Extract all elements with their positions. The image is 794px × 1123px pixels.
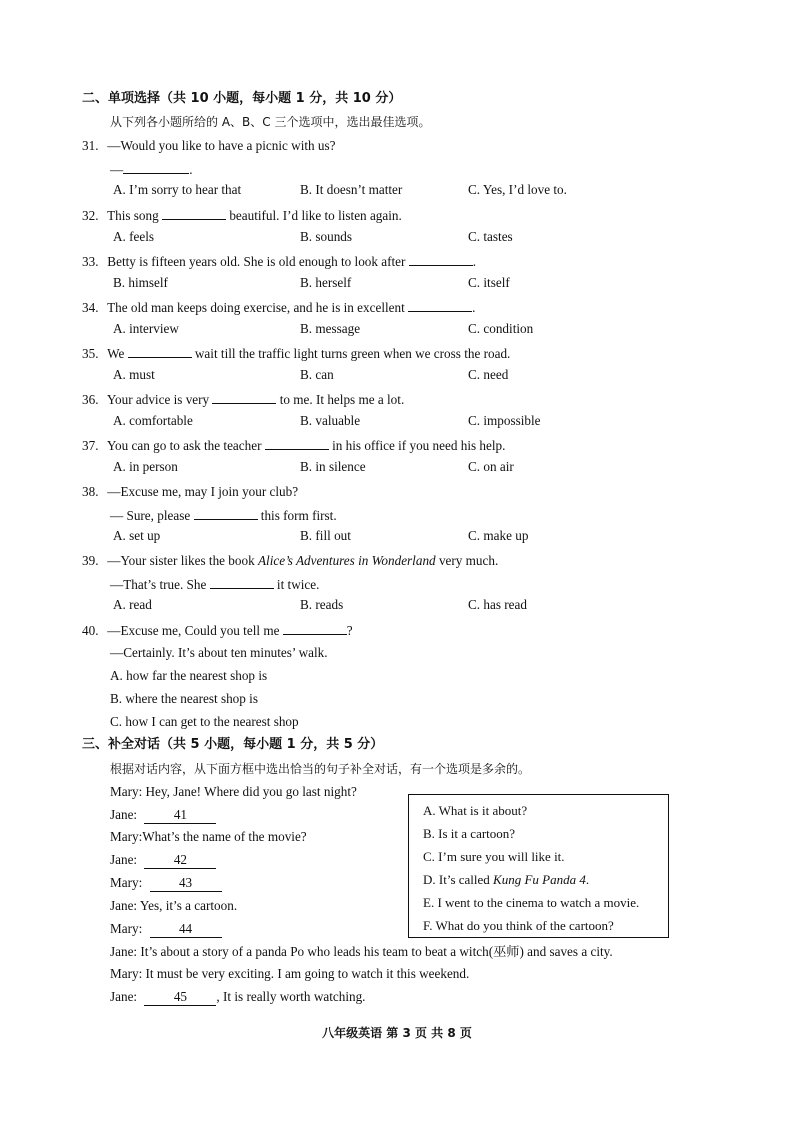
question-text-end: to me. It helps me a lot. (279, 392, 405, 407)
options-box (408, 794, 669, 938)
option-c: C. Yes, I’d love to. (468, 182, 567, 197)
page-footer: 八年级英语 第 3 页 共 8 页 (322, 1026, 472, 1040)
response-text: — Sure, please (110, 508, 191, 523)
dialogue-text: It’s about a story of a panda Po who leads his team to beat a witch(巫师) and saves a city. (140, 944, 613, 959)
question-32 (82, 207, 402, 224)
question-38 (82, 484, 298, 500)
question-33 (82, 253, 476, 270)
answer-blank-42: 42 (144, 852, 216, 869)
speaker: Jane: (110, 807, 138, 822)
response-text-end: this form first. (260, 508, 337, 523)
section2-title: 二、单项选择（共 10 小题，每小题 1 分，共 10 分） (82, 91, 402, 106)
option-c: C. on air (468, 459, 514, 474)
answer-blank (212, 391, 276, 404)
question-35 (82, 345, 510, 362)
question-number: 33. (82, 254, 99, 269)
box-option-d-tail: . (585, 872, 590, 887)
answer-blank-43: 43 (150, 875, 222, 892)
question-text: You can go to ask the teacher (106, 438, 262, 453)
dialogue-text: Yes, it’s a cartoon. (139, 898, 238, 913)
speaker: Jane: (110, 898, 138, 913)
question-text-end: . (472, 254, 477, 269)
answer-blank (283, 622, 347, 635)
question-number: 37. (82, 438, 99, 453)
option-b: B. valuable (300, 413, 361, 428)
option-b: B. in silence (300, 459, 366, 474)
question-text: —Excuse me, may I join your club? (107, 484, 299, 499)
box-option-c: C. I’m sure you will like it. (423, 849, 565, 864)
question-40-response: —Certainly. It’s about ten minutes’ walk. (110, 645, 328, 660)
question-text-end: ? (346, 623, 353, 638)
question-34 (82, 299, 475, 316)
option-b: B. sounds (300, 229, 353, 244)
dialogue-line (110, 784, 357, 800)
option-a: A. read (113, 597, 152, 612)
section3-instruction: 根据对话内容，从下面方框中选出恰当的句子补全对话，有一个选项是多余的。 (110, 762, 531, 776)
box-option-d-text: D. It’s called (423, 872, 494, 887)
dialogue-text: Hey, Jane! Where did you go last night? (145, 784, 357, 799)
option-c: C. impossible (468, 413, 541, 428)
dialogue-line (110, 875, 222, 892)
question-39 (82, 553, 498, 569)
dialogue-line (110, 898, 237, 914)
question-text: We (107, 346, 125, 361)
option-c: C. how I can get to the nearest shop (110, 714, 299, 729)
speaker: Jane: (110, 852, 138, 867)
speaker: Jane: (110, 944, 138, 959)
question-text-end: wait till the traffic light turns green when we cross the road. (194, 346, 511, 361)
option-b: B. reads (300, 597, 344, 612)
speaker: Mary: (110, 921, 143, 936)
question-40 (82, 622, 353, 639)
movie-title: Kung Fu Panda 4 (493, 872, 586, 887)
option-a: A. how far the nearest shop is (110, 668, 268, 683)
option-c: C. make up (468, 528, 529, 543)
answer-blank (123, 161, 189, 174)
speaker: Mary: (110, 966, 143, 981)
question-number: 40. (82, 623, 99, 638)
question-31 (82, 138, 336, 154)
question-number: 32. (82, 208, 99, 223)
dialogue-text: What’s the name of the movie? (142, 829, 307, 844)
box-option-b: B. Is it a cartoon? (423, 826, 516, 841)
answer-blank (265, 437, 329, 450)
response-text: —That’s true. She (110, 577, 207, 592)
dialogue-line (110, 807, 216, 824)
option-a: A. interview (113, 321, 179, 336)
question-39-response (110, 576, 319, 593)
option-c: C. has read (468, 597, 527, 612)
question-text-end: . (472, 300, 476, 315)
question-38-response (110, 507, 337, 524)
option-b: B. herself (300, 275, 352, 290)
option-a: A. I’m sorry to hear that (113, 182, 242, 197)
section3-title: 三、补全对话（共 5 小题，每小题 1 分，共 5 分） (82, 737, 384, 752)
answer-blank-41: 41 (144, 807, 216, 824)
box-option-d (423, 872, 589, 888)
option-a: A. comfortable (113, 413, 193, 428)
option-b: B. fill out (300, 528, 351, 543)
question-text: Your advice is very (106, 392, 210, 407)
option-b: B. message (300, 321, 361, 336)
question-text-end: very much. (438, 553, 499, 568)
dash: — (110, 162, 124, 177)
option-c: C. tastes (468, 229, 513, 244)
speaker: Mary: (110, 875, 143, 890)
dialogue-line (110, 921, 222, 938)
dialogue-line (110, 966, 469, 982)
option-a: A. feels (113, 229, 155, 244)
option-b: B. where the nearest shop is (110, 691, 258, 706)
question-number: 38. (82, 484, 99, 499)
dialogue-line (110, 852, 216, 869)
speaker: Jane: (110, 989, 138, 1004)
option-b: B. It doesn’t matter (300, 182, 403, 197)
answer-blank-45: 45 (144, 989, 216, 1006)
question-text: Betty is fifteen years old. She is old enough to look after (107, 254, 406, 269)
answer-blank (128, 345, 192, 358)
speaker: Mary: (110, 829, 143, 844)
box-option-f: F. What do you think of the cartoon? (423, 918, 614, 933)
question-text-end: beautiful. I’d like to listen again. (229, 208, 402, 223)
question-number: 36. (82, 392, 99, 407)
option-a: A. must (113, 367, 155, 382)
speaker: Mary: (110, 784, 143, 799)
option-b: B. can (300, 367, 334, 382)
option-a: A. set up (113, 528, 161, 543)
answer-blank (210, 576, 274, 589)
option-a: A. in person (113, 459, 178, 474)
option-c: C. condition (468, 321, 534, 336)
answer-blank (408, 299, 472, 312)
answer-blank (409, 253, 473, 266)
question-number: 34. (82, 300, 99, 315)
option-c: C. itself (468, 275, 510, 290)
answer-blank (194, 507, 258, 520)
option-c: C. need (468, 367, 509, 382)
question-text-end: in his office if you need his help. (332, 438, 506, 453)
book-title: Alice’s Adventures in Wonderland (257, 553, 436, 568)
question-text: The old man keeps doing exercise, and he is in excellent (107, 300, 405, 315)
dialogue-line (110, 829, 307, 845)
response-text-end: it twice. (276, 577, 320, 592)
dialogue-line (110, 989, 365, 1006)
question-number: 39. (82, 553, 99, 568)
question-number: 31. (82, 138, 99, 153)
dialogue-line (110, 944, 613, 960)
period: . (189, 162, 193, 177)
question-number: 35. (82, 346, 99, 361)
question-31-response (110, 161, 192, 178)
answer-blank-44: 44 (150, 921, 222, 938)
box-option-e: E. I went to the cinema to watch a movie. (423, 895, 640, 910)
dialogue-text: , It is really worth watching. (216, 989, 366, 1004)
question-text: —Excuse me, Could you tell me (107, 623, 280, 638)
box-option-a: A. What is it about? (423, 803, 528, 818)
question-text: —Would you like to have a picnic with us? (107, 138, 336, 153)
question-36 (82, 391, 404, 408)
section2-instruction: 从下列各小题所给的 A、B、C 三个选项中，选出最佳选项。 (110, 115, 431, 129)
question-37 (82, 437, 505, 454)
question-text: This song (107, 208, 159, 223)
dialogue-text: It must be very exciting. I am going to watch it this weekend. (145, 966, 470, 981)
answer-blank (162, 207, 226, 220)
option-a: B. himself (113, 275, 168, 290)
question-text: —Your sister likes the book (107, 553, 255, 568)
